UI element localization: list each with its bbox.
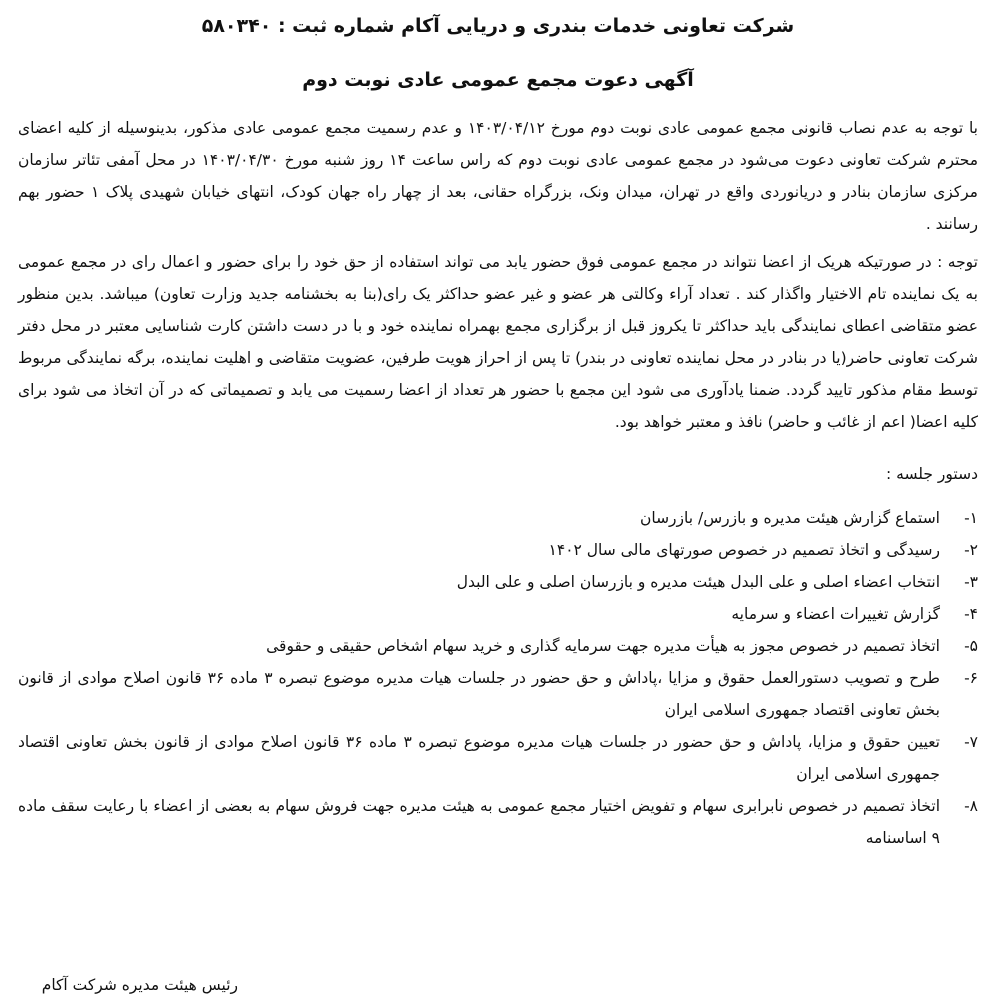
agenda-item-number: ۱- xyxy=(964,509,978,527)
agenda-item-text: انتخاب اعضاء اصلی و علی البدل هیئت مدیره و بازرسان اصلی و علی البدل xyxy=(456,573,940,591)
agenda-item-text: رسیدگی و اتخاذ تصمیم در خصوص صورتهای مالی سال ۱۴۰۲ xyxy=(548,541,940,559)
agenda-item-text: اتخاذ تصمیم در خصوص مجوز به هیأت مدیره جهت سرمایه گذاری و خرید سهام اشخاص حقیقی و حقوقی xyxy=(266,637,940,655)
agenda-item xyxy=(18,598,978,630)
agenda-item xyxy=(18,566,978,598)
signature-line: رئیس هیئت مدیره شرکت آکام xyxy=(41,976,238,994)
agenda-item xyxy=(18,534,978,566)
agenda-item-number: ۲- xyxy=(964,541,978,559)
intro-paragraph: با توجه به عدم نصاب قانونی مجمع عمومی عادی نوبت دوم مورخ ۱۴۰۳/۰۴/۱۲ و عدم رسمیت مجمع عمومی عادی مذکور، بدینوسیله از کلیه اعضای محترم شرکت تعاونی دعوت می‌شود در مجمع عمومی عادی نوبت دوم که راس ساعت ۱۴ روز شنبه مورخ ۱۴۰۳/۰۴/۳۰ در محل آمفی تئاتر سازمان مرکزی سازمان بنادر و دریانوردی واقع در تهران، میدان ونک، بزرگراه حقانی، بعد از چهار راه جهان کودک، انتهای خیابان شهیدی پلاک ۱ حضور بهم رسانند . xyxy=(18,119,978,233)
agenda-item-number: ۳- xyxy=(964,573,978,591)
agenda-list xyxy=(18,502,978,854)
agenda-item-number: ۸- xyxy=(964,797,978,815)
note-paragraph: توجه : در صورتیکه هریک از اعضا نتواند در مجمع عمومی فوق حضور یابد می تواند استفاده از حق خود را برای حضور و اعمال رای در مجمع عمومی به یک نماینده تام الاختیار واگذار کند . تعداد آراء وکالتی هر عضو و غیر عضو حداکثر یک رای(بنا به بخشنامه جدید وزارت تعاون) میباشد. بدین منظور عضو متقاضی اعطای نمایندگی باید حداکثر تا یکروز قبل از برگزاری مجمع بهمراه نماینده خود و با در دست داشتن کارت شناسایی معتبر در محل دفتر شرکت تعاونی حاضر(یا در بنادر در محل نماینده تعاونی در بندر) تا پس از احراز هویت طرفین، عضویت متقاضی و اهلیت نماینده، برگه نمایندگی مربوط توسط مقام مذکور تایید گردد. ضمنا یادآوری می شود این مجمع با حضور هر تعداد از اعضا رسمیت می یابد و تصمیماتی که در آن اتخاذ می شود برای کلیه اعضا( اعم از غائب و حاضر) نافذ و معتبر خواهد بود. xyxy=(18,253,978,431)
agenda-item xyxy=(18,662,978,726)
agenda-item-text: اتخاذ تصمیم در خصوص نابرابری سهام و تفویض اختیار مجمع عمومی به هیئت مدیره جهت فروش سهام به بعضی از اعضاء با رعایت سقف ماده ۹ اساسنامه xyxy=(18,797,940,847)
agenda-item-number: ۶- xyxy=(964,669,978,687)
agenda-item xyxy=(18,790,978,854)
agenda-item-text: طرح و تصویب دستورالعمل حقوق و مزایا ،پاداش و حق حضور در جلسات هیات مدیره موضوع تبصره ۳ ماده ۳۶ قانون اصلاح موادی از قانون بخش تعاونی اقتصاد جمهوری اسلامی ایران xyxy=(18,669,941,719)
document-subtitle: آگهی دعوت مجمع عمومی عادی نوبت دوم xyxy=(302,69,694,91)
agenda-item-text: استماع گزارش هیئت مدیره و بازرس/ بازرسان xyxy=(639,509,940,527)
agenda-item-text: تعیین حقوق و مزایا، پاداش و حق حضور در جلسات هیات مدیره موضوع تبصره ۳ ماده ۳۶ قانون اصلاح موادی از قانون بخش تعاونی اقتصاد جمهوری اسلامی ایران xyxy=(18,733,940,783)
document-title: شرکت تعاونی خدمات بندری و دریایی آکام شماره ثبت : ۵۸۰۳۴۰ xyxy=(201,15,795,37)
agenda-item-number: ۷- xyxy=(964,733,978,751)
agenda-item-text: گزارش تغییرات اعضاء و سرمایه xyxy=(731,605,940,623)
agenda-item-number: ۴- xyxy=(964,605,978,623)
agenda-item xyxy=(18,502,978,534)
agenda-item xyxy=(18,630,978,662)
agenda-heading: دستور جلسه : xyxy=(886,465,978,483)
agenda-item-number: ۵- xyxy=(964,637,978,655)
agenda-item xyxy=(18,726,978,790)
